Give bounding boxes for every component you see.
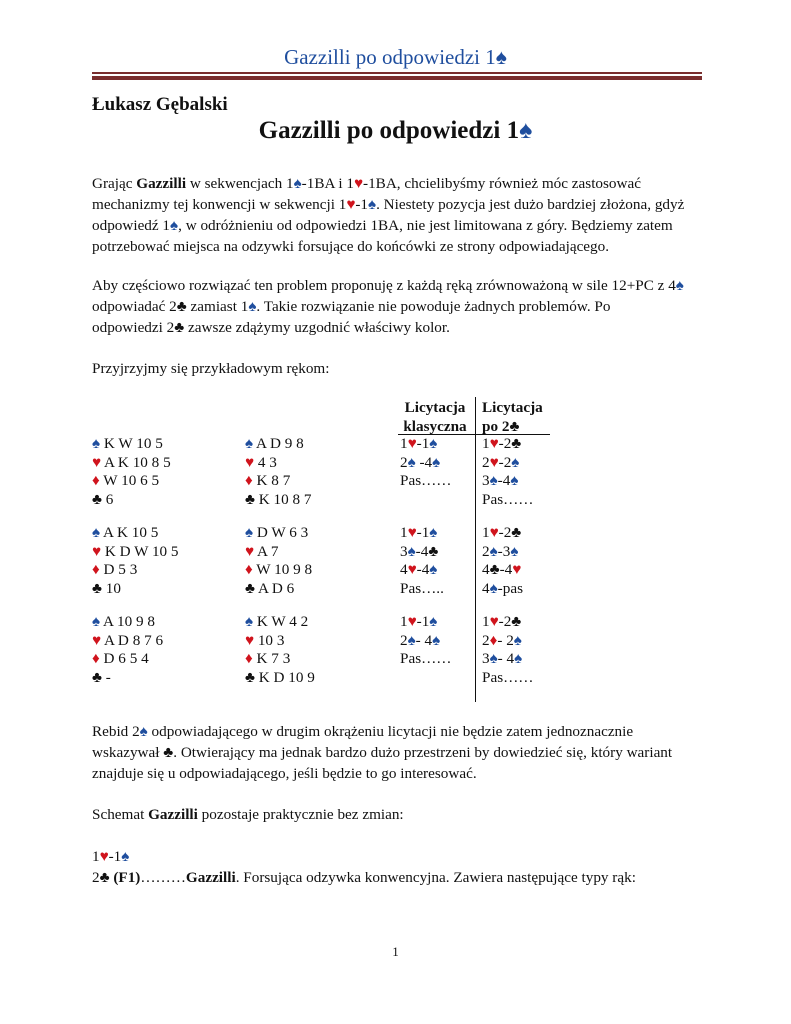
page-number: 1 (392, 944, 399, 959)
header-rule-thick (92, 76, 702, 80)
bidding-3-gazzilli: 1♥-2♣ 2♦- 2♠ 3♠- 4♠ Pas…… (482, 613, 534, 686)
page-title: Gazzilli po odpowiedzi 1♠ (258, 117, 533, 144)
hand-1-opener: ♠ K W 10 5 ♥ A K 10 8 5 ♦ W 10 6 5 ♣ 6 (92, 435, 171, 508)
running-header: Gazzilli po odpowiedzi 1♠ (284, 45, 507, 69)
paragraph-intro: Grając Gazzilli w sekwencjach 1♠-1BA i 1♥-1BA, chcielibyśmy również móc zastosować mechanizmy tej konwencji w sekwencji 1♥-1♠. Niestety pozycja jest dużo bardziej złożona, gdyż odpowiedź 1♠, w odróżnieniu od odpowiedzi 1BA, nie jest limitowana z góry. Będziemy zatem potrzebować miejsca na odzywki forsujące do końcówki ze strony odpowiadającego. (92, 175, 685, 255)
paragraph-examples-intro: Przyjrzyjmy się przykładowym rękom: (92, 360, 330, 377)
bidding-2-gazzilli: 1♥-2♣ 2♠-3♠ 4♣-4♥ 4♠-pas (482, 524, 523, 597)
hand-3-opener: ♠ A 10 9 8 ♥ A D 8 7 6 ♦ D 6 5 4 ♣ - (92, 613, 164, 686)
hand-2-opener: ♠ A K 10 5 ♥ K D W 10 5 ♦ D 5 3 ♣ 10 (92, 524, 179, 597)
header-2club-bidding: Licytacja po 2♣ (482, 399, 543, 435)
hand-2-responder: ♠ D W 6 3 ♥ A 7 ♦ W 10 9 8 ♣ A D 6 (245, 524, 313, 597)
bidding-1-classic: 1♥-1♠ 2♠ -4♠ Pas…… (400, 435, 452, 489)
hand-3-responder: ♠ K W 4 2 ♥ 10 3 ♦ K 7 3 ♣ K D 10 9 (245, 613, 315, 686)
bidding-2-classic: 1♥-1♠ 3♠-4♣ 4♥-4♠ Pas….. (400, 524, 444, 597)
paragraph-schema: Schemat Gazzilli pozostaje praktycznie bez zmian: (92, 806, 404, 823)
header-rule-thin (92, 72, 702, 74)
table-vertical-divider (475, 397, 476, 702)
paragraph-sequence: 1♥-1♠ 2♣ (F1)………Gazzilli. Forsująca odzywka konwencyjna. Zawiera następujące typy rąk: (92, 848, 636, 886)
bidding-3-classic: 1♥-1♠ 2♠- 4♠ Pas…… (400, 613, 452, 667)
header-classic-bidding: Licytacja klasyczna (403, 399, 467, 435)
bidding-1-gazzilli: 1♥-2♣ 2♥-2♠ 3♠-4♠ Pas…… (482, 435, 534, 508)
author-name: Łukasz Gębalski (92, 94, 228, 115)
hand-1-responder: ♠ A D 9 8 ♥ 4 3 ♦ K 8 7 ♣ K 10 8 7 (245, 435, 312, 508)
paragraph-proposal: Aby częściowo rozwiązać ten problem proponuję z każdą ręką zrównoważoną w sile 12+PC z 4♠ odpowiadać 2♣ zamiast 1♠. Takie rozwiązanie nie powoduje żadnych problemów. Po odpowiedzi 2♣ zawsze zdążymy uzgodnić właściwy kolor. (92, 277, 684, 336)
paragraph-rebid: Rebid 2♠ odpowiadającego w drugim okrążeniu licytacji nie będzie zatem jednoznacznie wskazywał ♣. Otwierający ma jednak bardzo dużo przestrzeni by dowiedzieć się, który wariant znajduje się u odpowiadającego, jeśli będzie to go interesować. (92, 723, 673, 782)
